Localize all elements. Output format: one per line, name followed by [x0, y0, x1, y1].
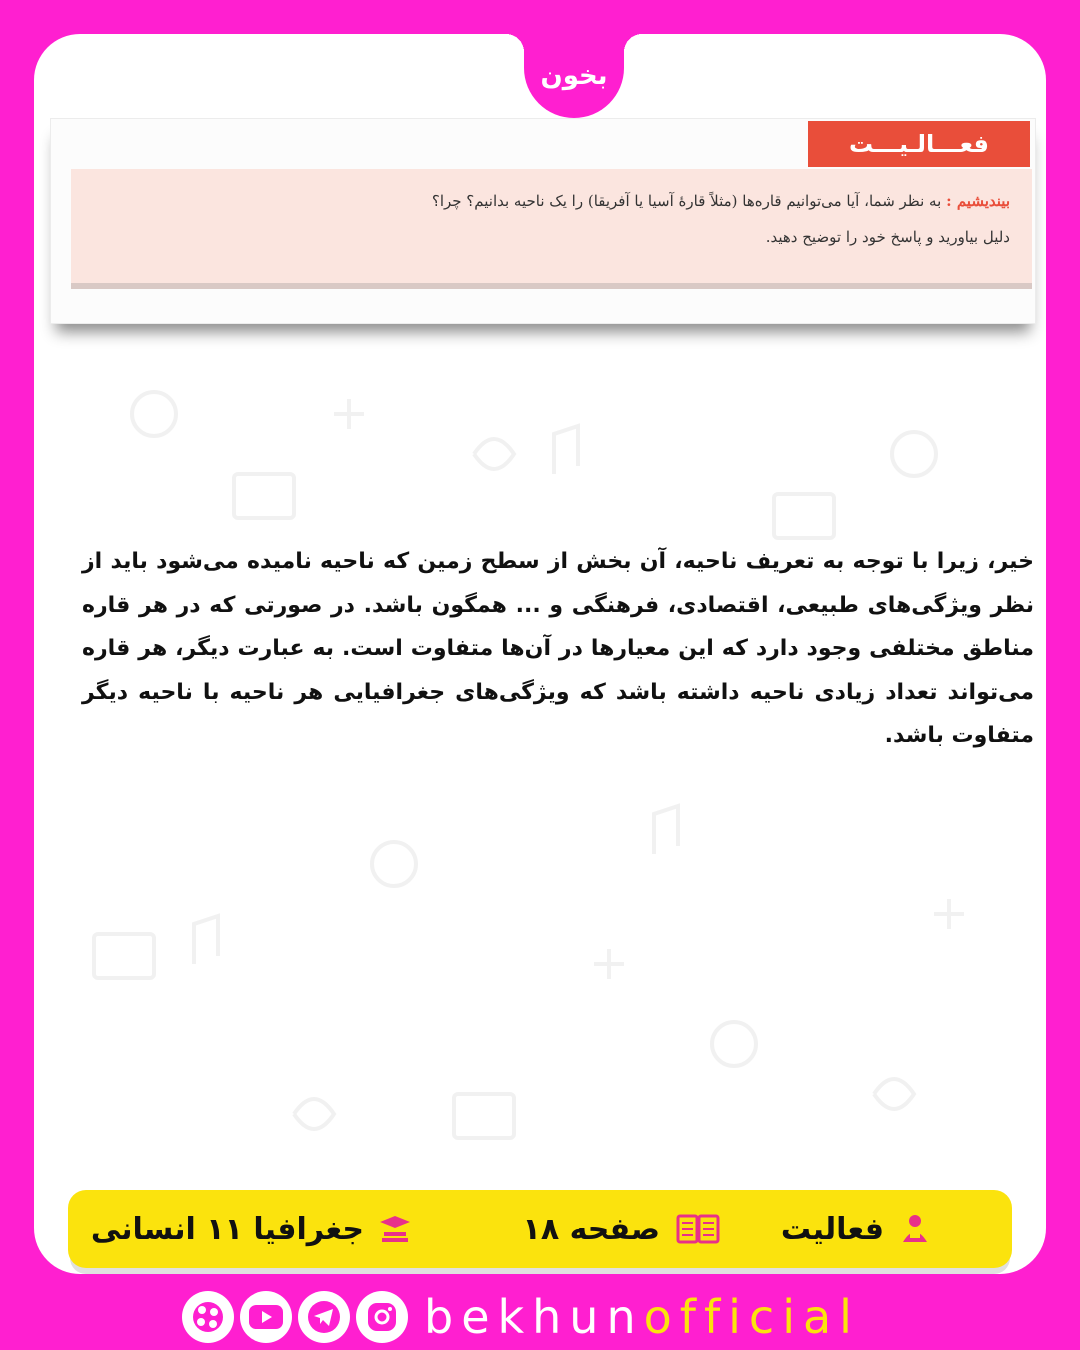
info-subject-label: جغرافیا ۱۱ انسانی [90, 1211, 364, 1247]
aparat-icon[interactable] [182, 1291, 234, 1343]
activity-tab-label: فعـــالـيـــت [808, 121, 1030, 167]
telegram-icon[interactable] [298, 1291, 350, 1343]
handle-part-1: bekhun [424, 1290, 644, 1344]
info-subject [91, 1190, 412, 1268]
question-keyword: بیندیشیم : [946, 192, 1010, 210]
social-handle[interactable] [424, 1288, 860, 1346]
brand-logo-text: بخون [540, 61, 608, 91]
graduation-books-icon [378, 1212, 412, 1246]
question-line-2: دلیل بیاورید و پاسخ خود را توضیح دهید. [765, 228, 1010, 246]
open-book-icon [674, 1212, 722, 1246]
question-text-1: به نظر شما، آیا می‌توانیم قاره‌ها (مثلاً قارهٔ آسیا یا آفریقا) را یک ناحیه بدانیم؟ چرا؟ [431, 192, 942, 210]
info-page [523, 1190, 722, 1268]
textbook-excerpt [50, 118, 1036, 324]
question-line-1 [97, 183, 1010, 219]
info-page-label: صفحه ۱۸ [522, 1211, 660, 1247]
youtube-icon[interactable] [240, 1291, 292, 1343]
info-bar [68, 1190, 1012, 1268]
question-box [71, 169, 1032, 289]
handle-part-2: official [643, 1290, 860, 1344]
instagram-icon[interactable] [356, 1291, 408, 1343]
teacher-icon [898, 1212, 932, 1246]
info-activity-label: فعالیت [780, 1211, 884, 1247]
answer-text: خیر، زیرا با توجه به تعریف ناحیه، آن بخش از سطح زمین که ناحیه نامیده می‌شود باید از نظر ویژگی‌های طبیعی، اقتصادی، فرهنگی و ... همگون باشد. در صورتی که در هر قاره مناطق مختلفی وجود دارد که این معیارها در آن‌ها متفاوت است. به عبارت دیگر، هر قاره می‌تواند تعداد زیادی ناحیه داشته باشد که ویژگی‌های جغرافیایی هر ناحیه با ناحیه دیگر متفاوت باشد. [82, 549, 1034, 748]
info-activity [781, 1190, 932, 1268]
social-row [182, 1288, 902, 1346]
